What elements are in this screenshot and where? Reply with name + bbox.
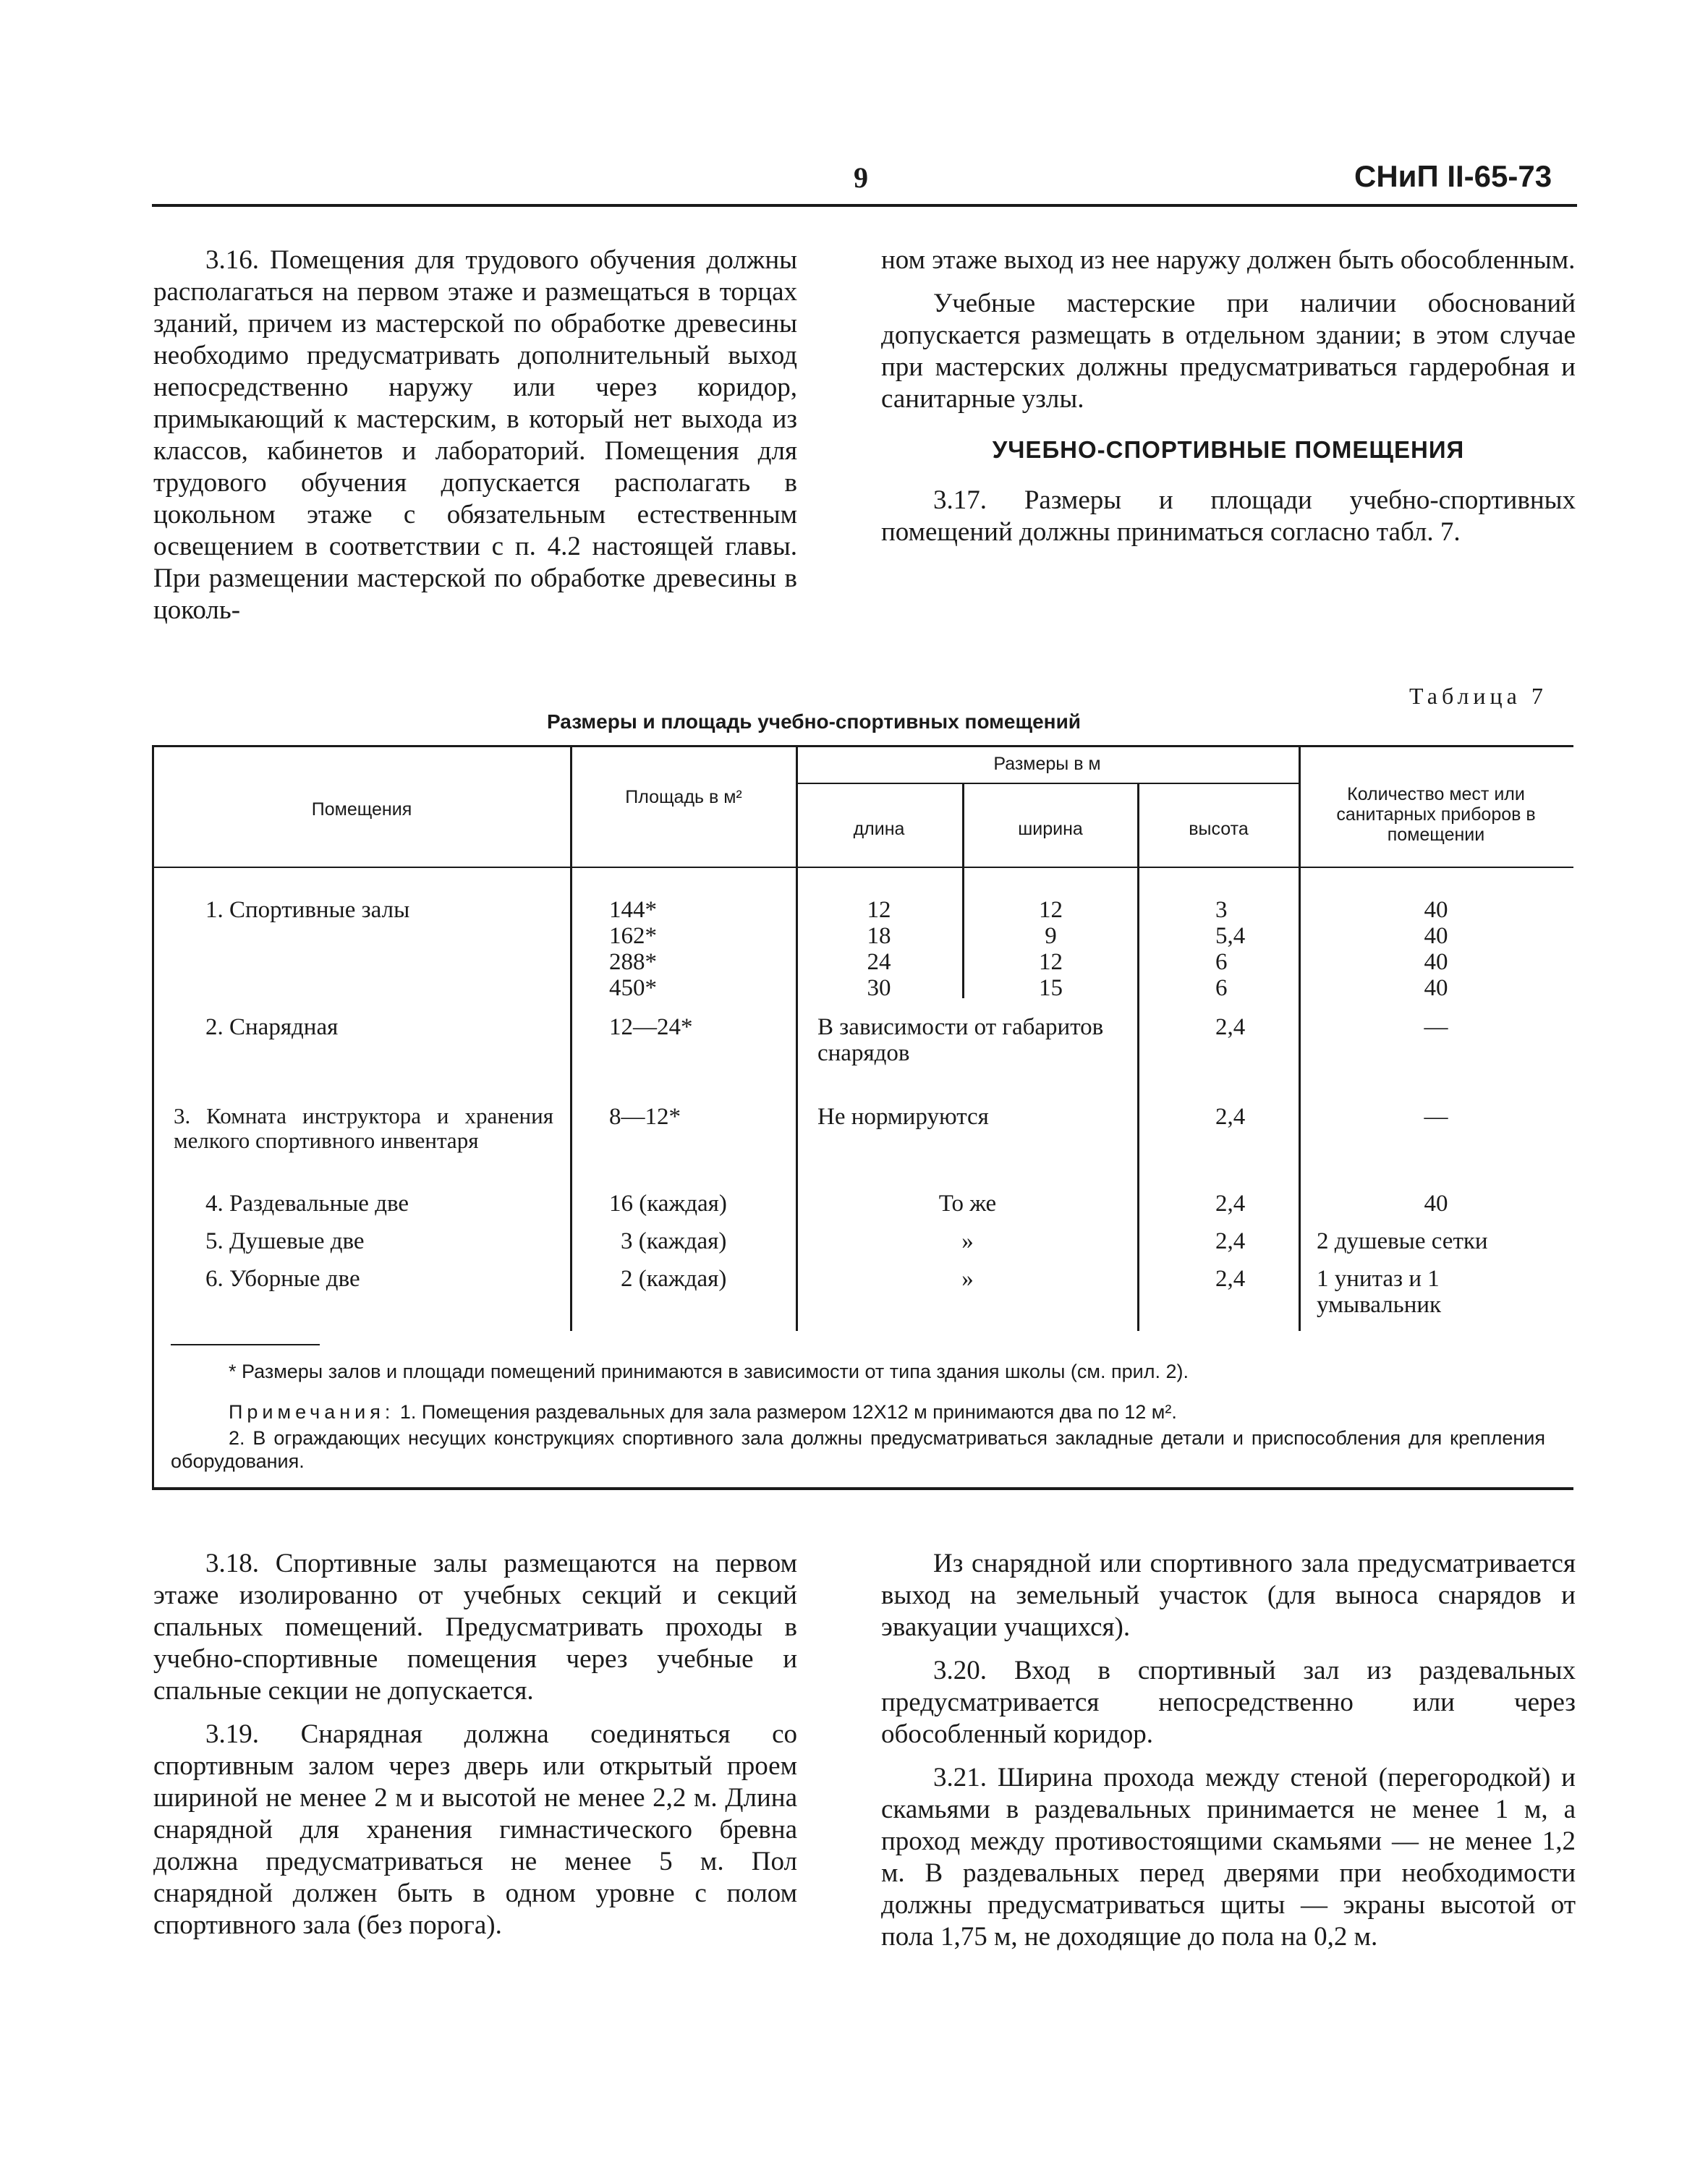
row1-height-3: 6 — [1215, 949, 1228, 975]
row5-height: 2,4 — [1215, 1228, 1246, 1254]
row1-height — [1215, 897, 1295, 1001]
row3-dims: Не нормируются — [817, 1104, 989, 1130]
row1-length-2: 18 — [867, 923, 891, 949]
dims-subheader-rule — [796, 783, 1299, 784]
row5-dims: » — [961, 1228, 974, 1254]
row2-height: 2,4 — [1215, 1014, 1246, 1040]
table-left-border — [152, 745, 154, 1489]
row1-height-2: 5,4 — [1215, 923, 1246, 949]
row1-height-1: 3 — [1215, 897, 1228, 923]
row1-length-1: 12 — [867, 897, 891, 923]
th-width: ширина — [1018, 819, 1083, 839]
row4-height: 2,4 — [1215, 1191, 1246, 1217]
col-divider-1-body — [570, 868, 572, 1331]
row6-dims: » — [961, 1266, 974, 1292]
row1-area-3: 288* — [609, 949, 657, 975]
footnote-rule — [171, 1344, 320, 1345]
row6-name: 6. Уборные две — [205, 1266, 360, 1292]
th-length: длина — [853, 819, 905, 839]
left-column-top — [153, 244, 797, 638]
row6-places: 1 унитаз и 1 умывальник — [1317, 1266, 1442, 1318]
col-divider-5 — [1299, 745, 1301, 868]
row2-dims: В зависимости от габаритов снарядов — [817, 1014, 1104, 1066]
col-divider-1 — [570, 745, 572, 868]
row1-width-2: 9 — [1045, 923, 1057, 949]
document-code: СНиП II-65-73 — [1354, 159, 1552, 193]
th-places: Количество мест или санитарных приборов в помещении — [1336, 784, 1536, 845]
row1-length-3: 24 — [867, 949, 891, 975]
paragraph-3-18: 3.18. Спортивные залы размещаются на первом этаже изолированно от учебных секций и секций спальных помещений. Предусматривать проходы в учебно-спортивные помещения через учебные и спальные секции не допускается. — [153, 1549, 797, 1706]
row1-width-3: 12 — [1039, 949, 1063, 975]
col-divider-3-body — [962, 868, 964, 998]
row1-height-4: 6 — [1215, 975, 1228, 1001]
row6-height: 2,4 — [1215, 1266, 1246, 1292]
table-header-bottom-rule — [152, 867, 1573, 868]
th-rooms: Помещения — [311, 799, 412, 820]
row2-area: 12—24* — [609, 1014, 693, 1040]
row2-name: 2. Снарядная — [205, 1014, 339, 1040]
table-notes-line1 — [229, 1400, 1567, 1424]
col-divider-2-body — [796, 868, 798, 1331]
row4-area: 16 (каждая) — [609, 1191, 727, 1217]
row4-places: 40 — [1424, 1191, 1448, 1217]
row6-area: 2 (каждая) — [621, 1266, 727, 1292]
paragraph-3-17: 3.17. Размеры и площади учебно-спортивных помещений должны приниматься согласно табл. 7. — [881, 485, 1576, 547]
right-column-bottom — [881, 1548, 1576, 1965]
table-label: Таблица 7 — [1409, 683, 1547, 709]
row5-name: 5. Душевые две — [205, 1228, 365, 1254]
paragraph-workshops: Учебные мастерские при наличии обоснований допускается размещать в отдельном здании; в этом случае при мастерских должны предусматриваться гардеробная и санитарные узлы. — [881, 289, 1576, 414]
note-1: 1. Помещения раздевальных для зала размером 12Х12 м принимаются два по 12 м². — [399, 1401, 1177, 1423]
row1-area — [609, 897, 754, 1001]
row4-dims: То же — [938, 1191, 997, 1217]
th-dims: Размеры в м — [993, 754, 1101, 774]
row5-area: 3 (каждая) — [621, 1228, 727, 1254]
row1-area-4: 450* — [609, 975, 657, 1001]
row1-places — [1306, 897, 1566, 1001]
row1-places-1: 40 — [1424, 897, 1448, 923]
left-column-bottom — [153, 1548, 797, 1953]
paragraph-3-21: 3.21. Ширина прохода между стеной (перегородкой) и скамьями в раздевальных принимается не менее 1 м, а проход между противостоящими скамьями — не менее 1,2 м. В раздевальных перед дверями при необходимости должны предусматриваться щиты — экраны высотой от пола 1,75 м, не доходящие до пола на 0,2 м. — [881, 1763, 1576, 1952]
col-divider-4-body — [1137, 868, 1139, 1331]
row3-name: 3. Комната инструктора и хранения мелкого спортивного инвентаря — [174, 1103, 553, 1153]
table-top-rule — [152, 745, 1573, 747]
row1-length — [803, 897, 955, 1001]
row1-area-2: 162* — [609, 923, 657, 949]
row1-places-2: 40 — [1424, 923, 1448, 949]
th-height: высота — [1189, 819, 1249, 839]
row1-places-3: 40 — [1424, 949, 1448, 975]
row1-area-1: 144* — [609, 897, 657, 923]
paragraph-3-20: 3.20. Вход в спортивный зал из раздевальных предусматривается непосредственно или через обособленный коридор. — [881, 1656, 1576, 1749]
row3-height: 2,4 — [1215, 1104, 1246, 1130]
row3-places: — — [1424, 1104, 1448, 1130]
row2-places: — — [1424, 1014, 1448, 1040]
notes-label: Примечания: — [229, 1401, 395, 1423]
row4-name: 4. Раздевальные две — [205, 1191, 409, 1217]
th-area: Площадь в м² — [625, 787, 742, 807]
col-divider-5-body — [1299, 868, 1301, 1331]
table-footnote: * Размеры залов и площади помещений принимаются в зависимости от типа здания школы (см. прил. 2). — [229, 1361, 1189, 1382]
header-rule — [152, 204, 1577, 207]
row1-name: 1. Спортивные залы — [205, 897, 410, 923]
right-column-top — [881, 244, 1576, 560]
paragraph-exit: Из снарядной или спортивного зала предусматривается выход на земельный участок (для выноса снарядов и эвакуации учащихся). — [881, 1549, 1576, 1642]
section-title: УЧЕБНО-СПОРТИВНЫЕ ПОМЕЩЕНИЯ — [992, 436, 1465, 463]
table-title: Размеры и площадь учебно-спортивных помещений — [546, 710, 1082, 733]
paragraph-3-16: 3.16. Помещения для трудового обучения должны располагаться на первом этаже и размещаться в торцах зданий, причем из мастерской по обработке древесины необходимо предусматривать дополнительный выход непосредственно наружу или через коридор, примыкающий к мастерским, в который нет выхода из классов, кабинетов и лабораторий. Помещения для трудового обучения допускается располагать в цокольном этаже с обязательным естественным освещением в соответствии с п. 4.2 настоящей главы. При размещении мастерской по обработке древесины в цоколь- — [153, 245, 797, 625]
note-2: 2. В ограждающих несущих конструкциях спортивного зала должны предусматриваться закладные детали и приспособления для крепления оборудования. — [171, 1427, 1545, 1472]
row1-width-1: 12 — [1039, 897, 1063, 923]
row3-area: 8—12* — [609, 1104, 681, 1130]
page-number: 9 — [854, 161, 868, 194]
row5-places: 2 душевые сетки — [1317, 1228, 1488, 1254]
row1-length-4: 30 — [867, 975, 891, 1001]
row1-places-4: 40 — [1424, 975, 1448, 1001]
paragraph-continuation: ном этаже выход из нее наружу должен быть обособленным. — [881, 245, 1576, 275]
table-bottom-rule — [152, 1487, 1573, 1490]
row1-width — [969, 897, 1132, 1001]
row1-width-4: 15 — [1039, 975, 1063, 1001]
paragraph-3-19: 3.19. Снарядная должна соединяться со спортивным залом через дверь или открытый проем шириной не менее 2 м и высотой не менее 2,2 м. Длина снарядной для хранения гимнастического бревна должна предусматриваться не менее 5 м. Пол снарядной должен быть в одном уровне с полом спортивного зала (без порога). — [153, 1719, 797, 1940]
